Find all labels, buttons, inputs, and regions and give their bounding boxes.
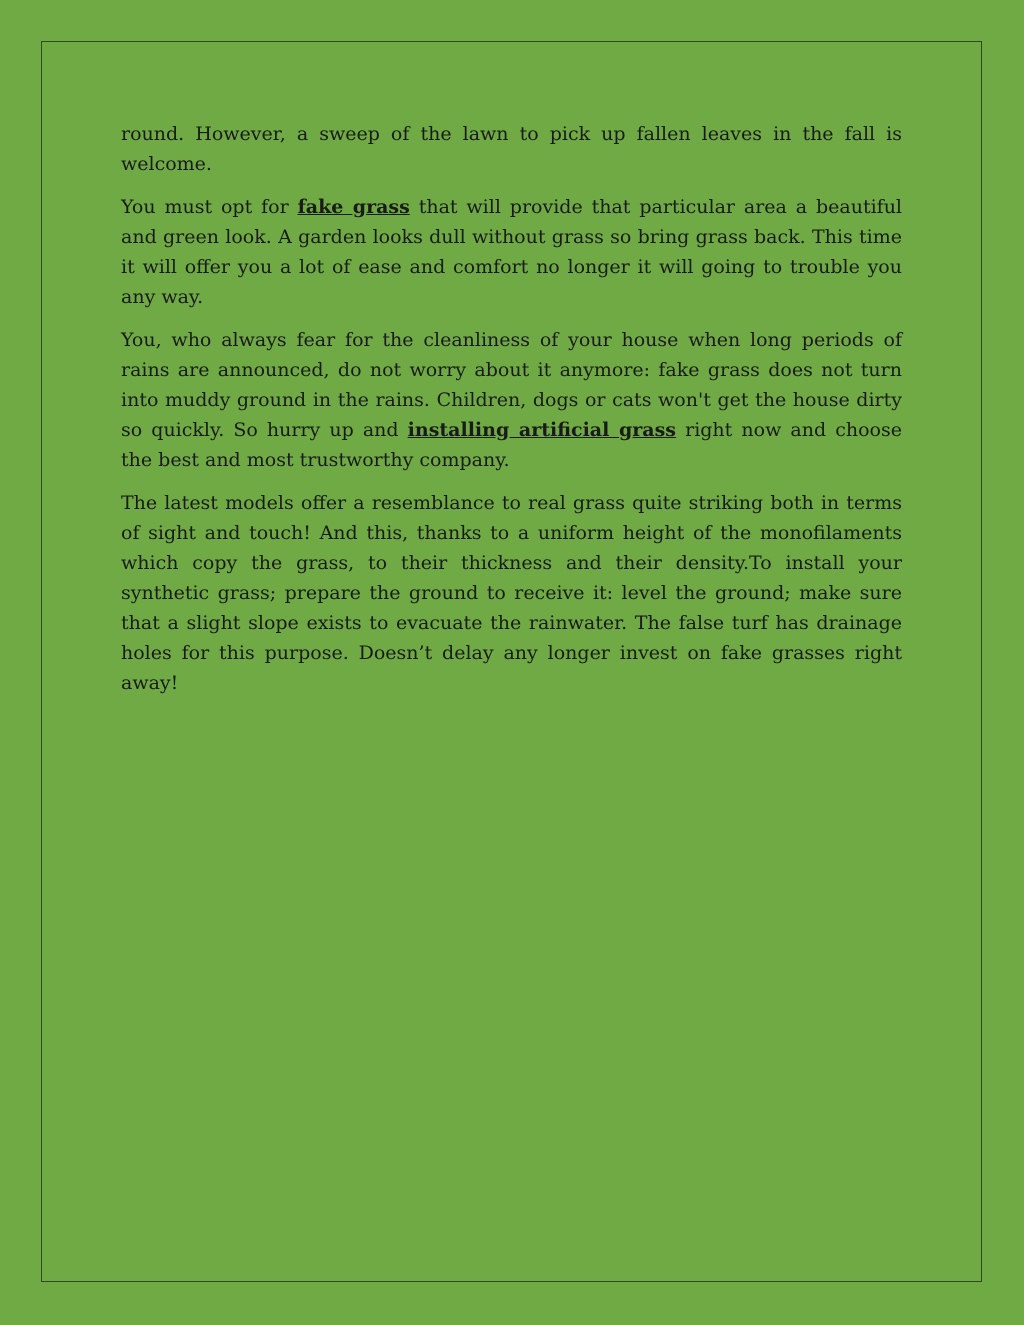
paragraph-4 (121, 488, 902, 698)
paragraph-text-after: that will provide that particular area a beautiful and green look. A garden looks dull without grass so bring grass back. This time it will offer you a lot of ease and comfort no longer it will going to trouble you any way. (121, 196, 903, 308)
document-body (121, 119, 902, 711)
paragraph-text-before: You must opt for (121, 196, 298, 218)
paragraph-text: round. However, a sweep of the lawn to pick up fallen leaves in the fall is welcome. (121, 123, 902, 175)
paragraph-text: The latest models offer a resemblance to real grass quite striking both in terms of sight and touch! And this, thanks to a uniform height of the monofilaments which copy the grass, to their thickness and their density.To install your synthetic grass; prepare the ground to receive it: level the ground; make sure that a slight slope exists to evacuate the rainwater. The false turf has drainage holes for this purpose. Doesn’t delay any longer invest on fake grasses right away! (121, 492, 902, 694)
paragraph-text-before: You, who always fear for the cleanliness of your house when long periods of rains are announced, do not worry about it anymore: fake grass does not turn into muddy ground in the rains. Children, dogs or cats won't get the house dirty so quickly. So hurry up and (121, 329, 902, 441)
paragraph-text-after: right now and choose the best and most trustworthy company. (121, 419, 902, 471)
fake-grass-link[interactable]: fake grass (297, 196, 410, 218)
paragraph-1 (121, 119, 902, 179)
paragraph-2 (121, 192, 902, 312)
installing-artificial-grass-link[interactable]: installing artificial grass (407, 419, 677, 441)
paragraph-3 (121, 325, 902, 475)
